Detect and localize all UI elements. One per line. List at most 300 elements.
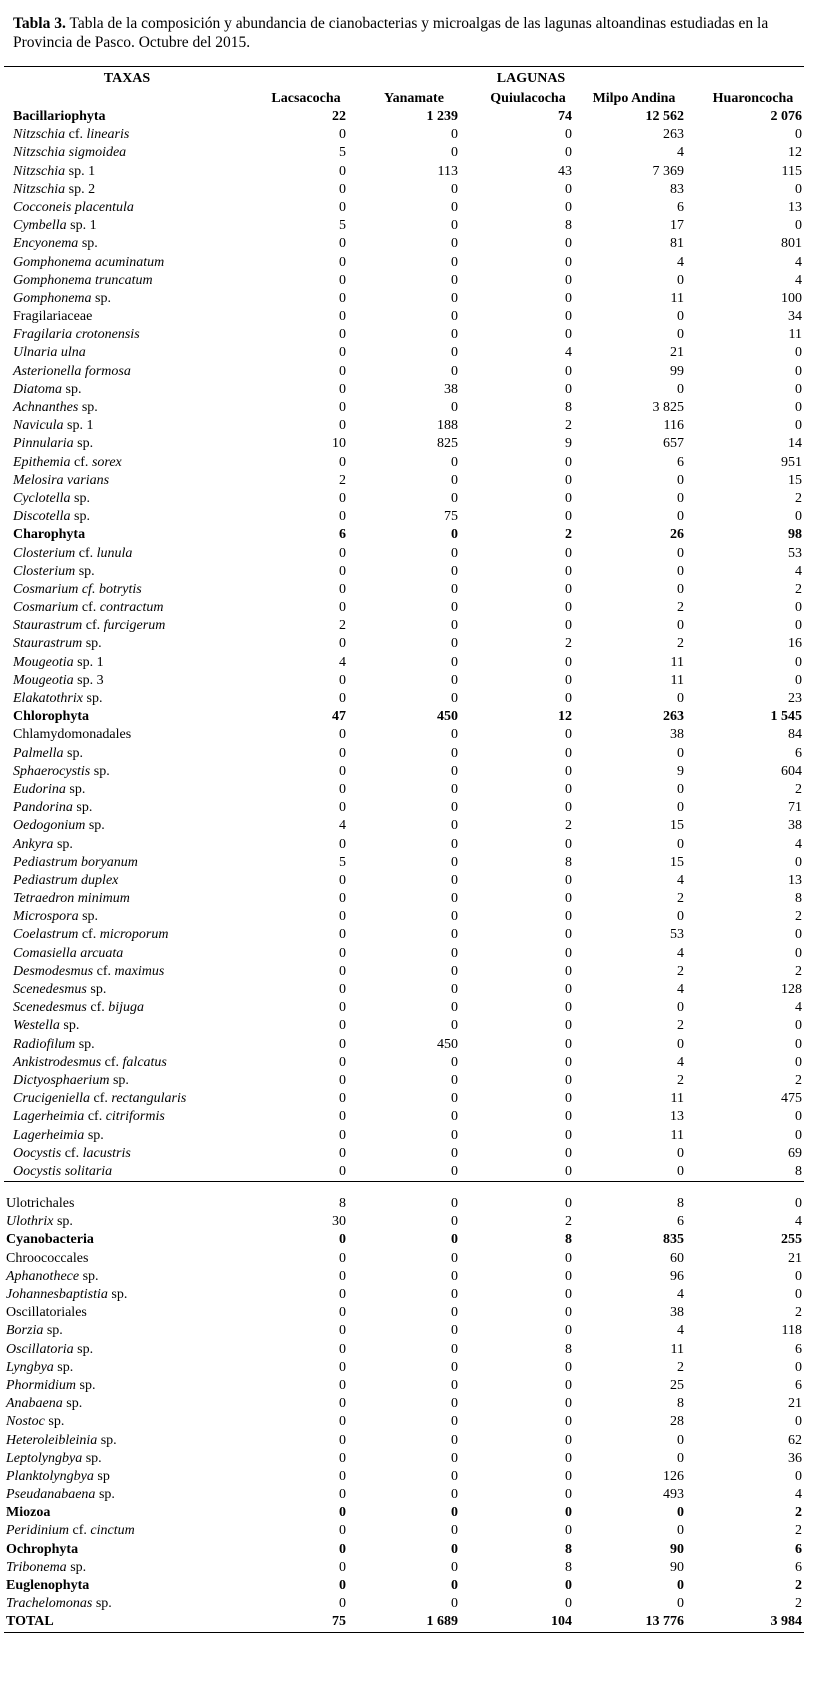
table-row [4,672,804,690]
abundance-cell: 6 [795,1341,802,1357]
abundance-cell: 0 [677,545,684,561]
taxon-name: Phormidium sp. [6,1377,96,1393]
abundance-cell: 0 [339,1268,346,1284]
abundance-cell: 30 [332,1214,346,1230]
abundance-cell: 2 [677,1359,684,1375]
abundance-cell: 0 [565,545,572,561]
abundance-cell: 5 [339,218,346,234]
abundance-cell: 0 [451,1268,458,1284]
abundance-cell: 0 [565,309,572,325]
abundance-cell: 0 [339,400,346,415]
abundance-cell: 9 [565,436,572,452]
table-row [4,254,804,272]
abundance-cell: 62 [788,1432,802,1448]
abundance-cell: 0 [677,1036,684,1052]
abundance-cell: 0 [795,600,802,616]
taxon-name: Nostoc sp. [6,1414,65,1430]
abundance-cell: 0 [451,363,458,379]
abundance-cell: 493 [663,1487,684,1503]
taxon-name: Nitzschia sp. 2 [13,181,96,197]
abundance-cell: 11 [670,654,684,670]
abundance-cell: 4 [795,272,802,288]
abundance-cell: 0 [451,581,458,597]
abundance-cell: 2 [565,818,572,834]
table-row [4,454,804,472]
abundance-cell: 0 [339,1487,346,1503]
abundance-cell: 0 [795,1018,802,1034]
abundance-cell: 53 [670,927,684,943]
abundance-cell: 0 [451,1396,458,1412]
abundance-cell: 0 [565,472,572,488]
abundance-cell: 1 545 [770,709,802,725]
abundance-cell: 8 [677,1396,684,1412]
taxon-name: Closterium sp. [13,563,95,579]
abundance-cell: 28 [670,1414,684,1430]
abundance-cell: 17 [670,218,684,234]
abundance-cell: 38 [670,1305,684,1321]
taxon-name: Miozoa [6,1505,51,1521]
taxon-name: Discotella sp. [13,509,90,525]
table-row [4,1522,804,1540]
abundance-cell: 0 [339,963,346,979]
abundance-cell: 6 [677,1214,684,1230]
taxon-name: Pediastrum boryanum [13,854,138,870]
abundance-cell: 2 [677,963,684,979]
abundance-cell: 0 [451,600,458,616]
abundance-cell: 16 [788,636,802,652]
header-lagunas: LAGUNAS [496,71,566,86]
table-row [4,654,804,672]
abundance-cell: 90 [670,1559,684,1575]
abundance-cell: 0 [339,199,346,215]
table-row [4,1468,804,1486]
abundance-cell: 13 [788,199,802,215]
abundance-cell: 0 [565,581,572,597]
abundance-cell: 0 [339,545,346,561]
table-row [4,1450,804,1468]
abundance-cell: 4 [339,818,346,834]
abundance-cell: 0 [451,309,458,325]
abundance-cell: 0 [339,127,346,143]
taxon-name: Eudorina sp. [13,781,86,797]
abundance-cell: 0 [677,836,684,852]
abundance-cell: 9 [677,763,684,779]
table-row [4,1195,804,1213]
abundance-cell: 0 [451,763,458,779]
abundance-cell: 450 [437,1036,458,1052]
abundance-cell: 0 [339,1396,346,1412]
abundance-cell: 0 [339,1341,346,1357]
abundance-cell: 0 [677,1505,684,1521]
taxon-name: Oocystis cf. lacustris [13,1145,131,1161]
table-row [4,781,804,799]
abundance-cell: 0 [339,509,346,525]
abundance-cell: 11 [670,1341,684,1357]
group-row [4,708,804,726]
table-body-part2 [4,1195,804,1632]
abundance-cell: 0 [339,1000,346,1016]
abundance-cell: 84 [788,727,802,743]
abundance-cell: 2 [677,891,684,907]
abundance-cell: 12 562 [645,109,684,124]
table-row [4,1432,804,1450]
abundance-cell: 13 [670,1109,684,1125]
abundance-cell: 0 [677,691,684,706]
table-row [4,1286,804,1304]
abundance-cell: 0 [451,145,458,161]
abundance-cell: 0 [677,909,684,925]
abundance-cell: 4 [795,1214,802,1230]
abundance-cell: 0 [795,654,802,670]
abundance-cell: 0 [339,345,346,361]
table-row [4,181,804,199]
abundance-cell: 0 [565,927,572,943]
taxon-name: Tribonema sp. [6,1559,87,1575]
abundance-cell: 0 [565,763,572,779]
table-row [4,344,804,362]
abundance-cell: 8 [565,400,572,415]
abundance-cell: 104 [551,1614,572,1630]
abundance-cell: 0 [451,345,458,361]
abundance-cell: 11 [670,1091,684,1107]
table-row [4,1359,804,1377]
abundance-cell: 0 [451,545,458,561]
abundance-cell: 1 689 [426,1614,458,1630]
taxon-name: Oocystis solitaria [13,1163,113,1179]
table-row [4,945,804,963]
taxon-name: Oscillatoriales [6,1305,87,1321]
abundance-cell: 0 [339,672,346,688]
abundance-cell: 4 [677,1323,684,1339]
abundance-cell: 0 [339,1109,346,1125]
abundance-cell: 2 [795,963,802,979]
table-row [4,635,804,653]
abundance-cell: 0 [339,1541,346,1557]
abundance-cell: 0 [451,1450,458,1466]
table-row [4,1395,804,1413]
abundance-cell: 0 [451,327,458,343]
abundance-cell: 21 [788,1396,802,1412]
abundance-cell: 0 [451,781,458,797]
group-row [4,1541,804,1559]
abundance-cell: 2 [339,472,346,488]
abundance-cell: 0 [677,781,684,797]
abundance-cell: 0 [565,1323,572,1339]
table-row [4,926,804,944]
abundance-cell: 0 [565,909,572,925]
taxon-name: Achnanthes sp. [13,400,98,415]
abundance-cell: 0 [565,1072,572,1088]
abundance-cell: 0 [795,509,802,525]
table-row [4,908,804,926]
abundance-cell: 0 [451,982,458,997]
table-row [4,417,804,435]
abundance-cell: 0 [451,909,458,925]
abundance-cell: 0 [565,872,572,888]
abundance-cell: 0 [451,1541,458,1557]
abundance-cell: 21 [788,1250,802,1266]
abundance-cell: 2 [795,581,802,597]
abundance-cell: 0 [339,581,346,597]
abundance-cell: 0 [565,145,572,161]
abundance-cell: 98 [788,527,802,543]
abundance-cell: 0 [451,1377,458,1393]
abundance-cell: 0 [565,1250,572,1266]
table-row [4,363,804,381]
abundance-cell: 0 [451,618,458,634]
abundance-cell: 0 [339,800,346,816]
abundance-cell: 0 [451,1341,458,1357]
abundance-cell: 0 [795,381,802,397]
taxon-name: Cosmarium cf. contractum [13,600,164,616]
abundance-cell: 0 [677,581,684,597]
abundance-cell: 0 [565,1127,572,1143]
table-row [4,290,804,308]
abundance-cell: 0 [339,1578,346,1593]
abundance-cell: 0 [451,236,458,252]
abundance-cell: 0 [565,945,572,961]
abundance-cell: 0 [339,600,346,616]
abundance-cell: 13 776 [645,1614,684,1630]
abundance-cell: 69 [788,1145,802,1161]
abundance-table [4,66,804,1633]
abundance-cell: 0 [339,1145,346,1161]
abundance-cell: 0 [677,309,684,325]
abundance-cell: 4 [677,982,684,997]
abundance-cell: 15 [670,818,684,834]
abundance-cell: 0 [339,1377,346,1393]
taxon-name: Scenedesmus sp. [13,982,107,997]
table-row [4,1250,804,1268]
abundance-cell: 0 [677,1432,684,1448]
abundance-cell: 3 825 [652,400,684,415]
table-row [4,1304,804,1322]
abundance-cell: 0 [565,454,572,470]
table-row [4,1017,804,1035]
taxon-name: Leptolyngbya sp. [6,1450,102,1466]
abundance-cell: 0 [451,1323,458,1339]
abundance-cell: 0 [339,1505,346,1521]
abundance-cell: 99 [670,363,684,379]
taxon-name: Cosmarium cf. botrytis [13,581,142,597]
abundance-cell: 0 [565,1450,572,1466]
abundance-cell: 0 [565,127,572,143]
taxon-name: Microspora sp. [13,909,99,925]
abundance-cell: 0 [451,218,458,234]
abundance-cell: 0 [677,1145,684,1161]
taxon-name: Cocconeis placentula [13,199,134,215]
taxon-name: Desmodesmus cf. maximus [13,963,165,979]
abundance-cell: 11 [670,672,684,688]
abundance-cell: 0 [339,1036,346,1052]
abundance-cell: 0 [339,727,346,743]
abundance-cell: 83 [670,181,684,197]
abundance-cell: 0 [677,327,684,343]
abundance-cell: 8 [795,1163,802,1179]
abundance-cell: 0 [451,472,458,488]
abundance-cell: 0 [451,636,458,652]
abundance-cell: 0 [451,1018,458,1034]
abundance-cell: 0 [565,254,572,270]
abundance-cell: 0 [451,1109,458,1125]
abundance-cell: 0 [339,181,346,197]
abundance-cell: 0 [795,854,802,870]
abundance-cell: 0 [565,1287,572,1302]
abundance-cell: 2 [795,1578,802,1593]
abundance-cell: 128 [781,982,802,997]
abundance-cell: 0 [565,1487,572,1503]
abundance-cell: 0 [677,1000,684,1016]
abundance-cell: 116 [663,418,684,434]
abundance-cell: 2 [795,1305,802,1321]
abundance-cell: 90 [670,1541,684,1557]
abundance-cell: 0 [451,199,458,215]
abundance-cell: 74 [558,109,572,124]
taxon-name: Staurastrum cf. furcigerum [13,618,166,634]
abundance-cell: 4 [677,254,684,270]
taxon-name: Fragilariaceae [13,309,93,325]
abundance-cell: 263 [663,127,684,143]
taxon-name: Bacillariophyta [13,109,106,124]
abundance-cell: 0 [677,1523,684,1539]
abundance-cell: 0 [677,745,684,761]
taxon-name: Borzia sp. [6,1323,63,1339]
group-row [4,1231,804,1249]
abundance-cell: 2 [795,1505,802,1521]
abundance-cell: 0 [451,836,458,852]
abundance-cell: 0 [565,1305,572,1321]
abundance-cell: 4 [795,254,802,270]
abundance-cell: 0 [339,927,346,943]
abundance-cell: 8 [565,1232,572,1248]
table-row [4,472,804,490]
abundance-cell: 0 [451,1578,458,1593]
taxon-name: Navicula sp. 1 [13,418,94,434]
abundance-cell: 255 [781,1232,802,1248]
header-col-quiulacocha: Quiulacocha [490,91,566,106]
taxon-name: Cyanobacteria [6,1232,94,1248]
abundance-cell: 0 [451,1487,458,1503]
abundance-cell: 0 [677,472,684,488]
abundance-cell: 13 [788,872,802,888]
table-caption [13,14,803,52]
abundance-cell: 0 [339,236,346,252]
abundance-cell: 2 [795,781,802,797]
abundance-cell: 6 [677,454,684,470]
abundance-cell: 14 [788,436,802,452]
abundance-cell: 0 [339,1127,346,1143]
abundance-cell: 15 [670,854,684,870]
table-row [4,199,804,217]
taxon-name: Lyngbya sp. [6,1359,74,1375]
abundance-cell: 2 [565,1214,572,1230]
abundance-cell: 8 [565,1541,572,1557]
abundance-cell: 0 [795,1109,802,1125]
table-row [4,435,804,453]
abundance-cell: 0 [451,945,458,961]
abundance-cell: 2 [565,527,572,543]
abundance-cell: 0 [451,1523,458,1539]
table-row [4,981,804,999]
abundance-cell: 0 [451,745,458,761]
abundance-cell: 0 [451,691,458,706]
abundance-cell: 0 [451,1145,458,1161]
abundance-cell: 2 [677,1018,684,1034]
abundance-cell: 6 [795,1559,802,1575]
group-row [4,1504,804,1522]
abundance-cell: 0 [795,672,802,688]
abundance-cell: 0 [451,1414,458,1430]
taxon-name: Ulnaria ulna [13,345,86,361]
abundance-cell: 8 [565,1341,572,1357]
taxon-name: Ankistrodesmus cf. falcatus [13,1054,167,1070]
header-col-huaroncocha: Huaroncocha [712,91,794,106]
abundance-cell: 25 [670,1377,684,1393]
abundance-cell: 0 [451,1596,458,1612]
abundance-cell: 0 [677,490,684,506]
abundance-cell: 0 [795,400,802,415]
abundance-cell: 0 [451,1250,458,1266]
abundance-cell: 0 [795,418,802,434]
abundance-cell: 0 [677,800,684,816]
abundance-cell: 0 [451,127,458,143]
table-row [4,163,804,181]
table-row [4,490,804,508]
abundance-cell: 0 [339,290,346,306]
taxon-name: Westella sp. [13,1018,80,1034]
table-row [4,235,804,253]
abundance-cell: 0 [795,1414,802,1430]
abundance-cell: 0 [565,1196,572,1212]
group-row [4,1577,804,1595]
group-row [4,108,804,126]
abundance-cell: 0 [339,327,346,343]
table-row [4,399,804,417]
abundance-cell: 0 [795,945,802,961]
abundance-cell: 6 [339,527,346,543]
abundance-cell: 23 [788,691,802,706]
abundance-cell: 0 [339,1432,346,1448]
table-row [4,1213,804,1231]
abundance-cell: 0 [565,509,572,525]
abundance-cell: 6 [795,1541,802,1557]
abundance-cell: 0 [565,327,572,343]
abundance-cell: 0 [339,1450,346,1466]
taxon-name: Oscillatoria sp. [6,1341,94,1357]
taxon-name: Lagerheimia cf. citriformis [13,1109,165,1125]
table-row [4,1595,804,1613]
abundance-cell: 0 [339,1072,346,1088]
abundance-cell: 0 [795,1054,802,1070]
abundance-cell: 0 [565,672,572,688]
abundance-cell: 12 [558,709,572,725]
abundance-cell: 5 [339,854,346,870]
taxon-name: Pandorina sp. [13,800,93,816]
taxon-name: Cymbella sp. 1 [13,218,97,234]
abundance-cell: 0 [451,654,458,670]
abundance-cell: 2 [795,490,802,506]
abundance-cell: 0 [565,363,572,379]
table-row [4,1413,804,1431]
table-row [4,1036,804,1054]
abundance-cell: 0 [565,1523,572,1539]
table-row [4,1559,804,1577]
abundance-cell: 21 [670,345,684,361]
table-row [4,1127,804,1145]
taxon-name: Crucigeniella cf. rectangularis [13,1091,187,1107]
abundance-cell: 0 [795,1196,802,1212]
abundance-cell: 113 [437,163,458,179]
